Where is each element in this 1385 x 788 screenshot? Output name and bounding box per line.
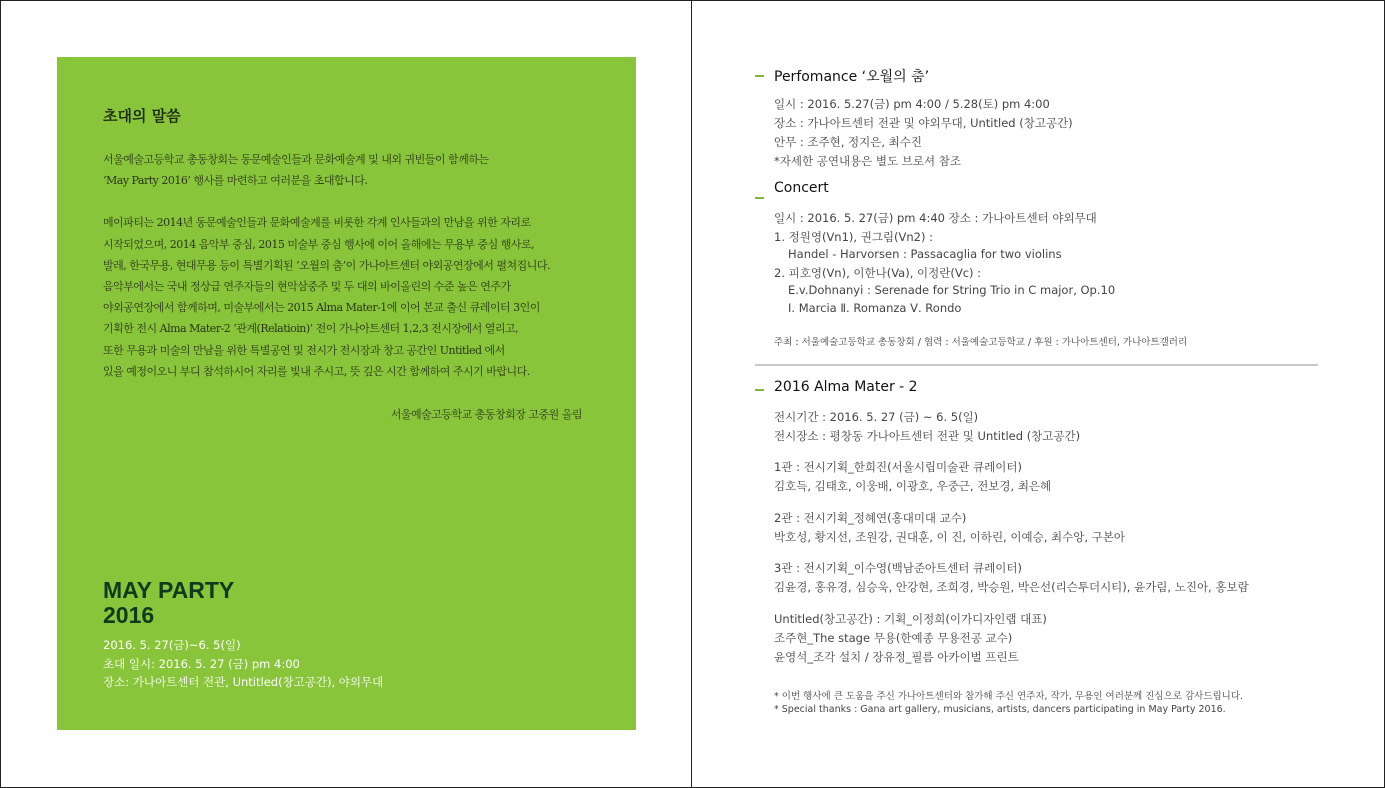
section-dash xyxy=(755,197,764,199)
performance-title: Perfomance ‘오월의 춤’ xyxy=(774,69,930,85)
page-divider xyxy=(691,0,692,788)
brand-year: 2016 xyxy=(103,602,155,628)
invitation-title: 초대의 말씀 xyxy=(103,107,181,125)
body-line: 메이파티는 2014년 동문예술인들과 문화예술계를 비롯한 각계 인사들과의 만남을 위한 자리로 xyxy=(103,216,531,230)
body-line: 있을 예정이오니 부디 참석하시어 자리를 빛내 주시고, 뜻 깊은 시간 함께하여 주시기 바랍니다. xyxy=(103,364,530,378)
event-venue: 장소: 가나아트센터 전관, Untitled(창고공간), 야외무대 xyxy=(103,675,384,689)
section-dash xyxy=(755,75,764,77)
concert-item-1: 1. 정원영(Vn1), 권그림(Vn2) : xyxy=(774,230,934,244)
hall2-title: 2관 : 전시기획_정혜연(홍대미대 교수) xyxy=(774,511,967,525)
concert-credits: 주최 : 서울예술고등학교 총동창회 / 협력 : 서울예술고등학교 / 후원 : 가나아트센터, 가나아트갤러리 xyxy=(774,337,1188,348)
performance-note: *자세한 공연내용은 별도 브로셔 참조 xyxy=(774,154,962,168)
body-line: 시작되었으며, 2014 음악부 중심, 2015 미술부 중심 행사에 이어 올해에는 무용부 중심 행사로, xyxy=(103,237,535,251)
event-brand xyxy=(103,578,234,628)
concert-date: 일시 : 2016. 5. 27(금) pm 4:40 장소 : 가나아트센터 야외무대 xyxy=(774,211,1097,225)
hall3-title: 3관 : 전시기획_이수영(백남준아트센터 큐레이터) xyxy=(774,561,1022,575)
body-line: 서울예술고등학교 총동창회는 동문예술인들과 문화예술계 및 내외 귀빈들이 함께하는 xyxy=(103,153,489,166)
event-info xyxy=(103,636,383,692)
concert-item-2-movements: Ⅰ. Marcia Ⅱ. Romanza Ⅴ. Rondo xyxy=(788,301,962,315)
event-dates: 2016. 5. 27(금)~6. 5(일) xyxy=(103,638,241,652)
hall1-title: 1관 : 전시기획_한희진(서울시립미술관 큐레이터) xyxy=(774,460,1022,474)
concert-item-2: 2. 피호영(Vn), 이한나(Va), 이정란(Vc) : xyxy=(774,266,982,280)
thanks-korean: * 이번 행사에 큰 도움을 주신 가나아트센터와 참가해 주신 연주자, 작가, 무용인 여러분께 진심으로 감사드립니다. xyxy=(774,691,1244,702)
body-line: 기획한 전시 Alma Mater-2 ‘관계(Relatioin)’ 전이 가나아트센터 1,2,3 전시장에서 열리고, xyxy=(103,322,519,336)
concert-item-1-detail: Handel - Harvorsen : Passacaglia for two violins xyxy=(788,247,1062,261)
section-dash xyxy=(755,389,764,391)
untitled-line-2: 윤영석_조각 설치 / 장유정_필름 아카이벌 프린트 xyxy=(774,650,1019,664)
signature: 서울예술고등학교 총동창회장 고중원 올림 xyxy=(390,408,582,421)
thanks-english: * Special thanks : Gana art gallery, musicians, artists, dancers participating in May Party 2016. xyxy=(774,704,1226,715)
body-line: 발레, 한국무용, 현대무용 등이 특별기획된 ‘오월의 춤’이 가나아트센터 야외공연장에서 펼쳐집니다. xyxy=(103,258,550,272)
hall2-artists: 박호성, 황지선, 조원강, 권대훈, 이 진, 이하린, 이예승, 최수앙, 구본아 xyxy=(774,530,1125,544)
body-line: ‘May Party 2016’ 행사를 마련하고 여러분을 초대합니다. xyxy=(103,174,368,188)
body-line: 음악부에서는 국내 정상급 연주자들의 현악삼중주 및 두 대의 바이올린의 수준 높은 연주가 xyxy=(103,279,511,293)
performance-choreo: 안무 : 조주현, 정지은, 최수진 xyxy=(774,135,923,149)
invitation-time: 초대 일시: 2016. 5. 27 (금) pm 4:00 xyxy=(103,656,300,671)
untitled-line-1: 조주현_The stage 무용(한예종 무용전공 교수) xyxy=(774,631,1013,645)
body-line: 또한 무용과 미술의 만남을 위한 특별공연 및 전시가 전시장과 창고 공간인 Untitled 에서 xyxy=(103,343,505,357)
hall1-artists: 김호득, 김태호, 이웅배, 이광호, 우중근, 전보경, 최은혜 xyxy=(774,479,1052,493)
hall3-artists: 김윤경, 홍유경, 심승욱, 안강현, 조희경, 박승원, 박은선(리슨투더시티), 윤가림, 노진아, 홍보람 xyxy=(774,580,1249,594)
performance-venue: 장소 : 가나아트센터 전관 및 야외무대, Untitled (창고공간) xyxy=(774,116,1073,130)
invitation-body xyxy=(103,149,603,382)
body-line: 야외공연장에서 함께하며, 미술부에서는 2015 Alma Mater-1에 이어 본교 출신 큐레이터 3인이 xyxy=(103,301,540,315)
performance-date: 일시 : 2016. 5.27(금) pm 4:00 / 5.28(토) pm 4:00 xyxy=(774,97,1050,111)
section-divider xyxy=(755,364,1318,366)
concert-title: Concert xyxy=(774,180,829,196)
concert-item-2-detail: E.v.Dohnanyi : Serenade for String Trio in C major, Op.10 xyxy=(788,283,1116,297)
invitation-panel xyxy=(57,57,636,730)
untitled-title: Untitled(창고공간) : 기획_이정희(이가디자인랩 대표) xyxy=(774,612,1047,626)
alma-period: 전시기간 : 2016. 5. 27 (금) ~ 6. 5(일) xyxy=(774,410,979,424)
alma-venue: 전시장소 : 평창동 가나아트센터 전관 및 Untitled (창고공간) xyxy=(774,429,1081,443)
brand-name: MAY PARTY xyxy=(103,577,235,603)
alma-title: 2016 Alma Mater - 2 xyxy=(774,379,918,395)
